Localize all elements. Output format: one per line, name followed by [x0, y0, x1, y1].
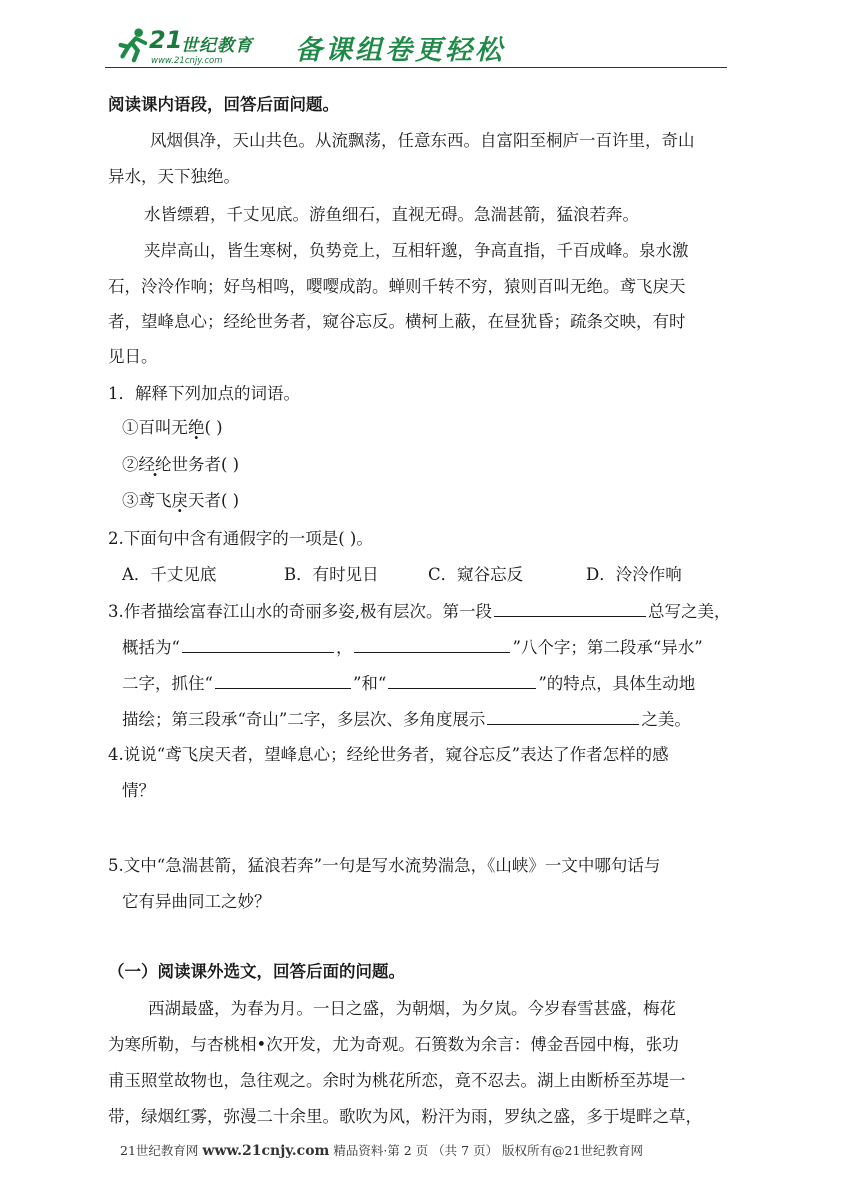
question-1a: ①百叫无绝( ) — [122, 418, 223, 437]
question-1: 1．解释下列加点的词语。 — [108, 384, 300, 403]
fill-blank[interactable] — [487, 708, 639, 725]
answer-paren[interactable]: ( ) — [221, 491, 240, 510]
question-3-line: 3.作者描绘富春江山水的奇丽多姿,极有层次。第一段 总写之美， — [108, 602, 731, 621]
footer-left: 21世纪教育网 — [120, 1143, 203, 1158]
question-3-line: 二字，抓住“ ”和“ ”的特点，具体生动地 — [122, 674, 696, 693]
q2-option-c[interactable]: C．窥谷忘反 — [428, 565, 524, 584]
logo-number: 21 — [149, 26, 183, 54]
fill-blank[interactable] — [494, 600, 646, 617]
question-5: 5.文中“急湍甚箭，猛浪若奔”一句是写水流势湍急，《山峡》一文中哪句话与 — [108, 856, 661, 875]
q2-option-a[interactable]: A．千丈见底 — [122, 565, 217, 584]
passage-line: 带，绿烟红雾，弥漫二十余里。歌吹为风，粉汗为雨，罗纨之盛，多于堤畔之草， — [108, 1107, 702, 1126]
fill-blank[interactable] — [354, 636, 510, 653]
header-slogan: 备课组卷更轻松 — [295, 35, 505, 66]
fill-blank[interactable] — [388, 672, 536, 689]
page-header — [105, 24, 727, 70]
runner-logo-icon — [113, 26, 151, 64]
question-2: 2.下面句中含有通假字的一项是( )。 — [108, 529, 373, 548]
logo-url: www.21cnjy.com — [151, 56, 223, 66]
question-3-line: 描绘；第三段承“奇山”二字，多层次、多角度展示 之美。 — [122, 710, 691, 729]
fill-blank[interactable] — [215, 672, 351, 689]
passage-line: 甫玉照堂故物也，急往观之。余时为桃花所恋，竟不忍去。湖上由断桥至苏堤一 — [108, 1071, 686, 1090]
passage-line: 见日。 — [108, 347, 158, 366]
question-1b: ②经纶世务者( ) — [122, 455, 240, 474]
footer-site-link[interactable]: www.21cnjy.com — [202, 1143, 330, 1159]
q2-option-b[interactable]: B．有时见日 — [284, 565, 379, 584]
fill-blank[interactable] — [182, 636, 334, 653]
question-5-cont: 它有异曲同工之妙？ — [122, 892, 271, 911]
passage-line: 石，泠泠作响；好鸟相鸣，嘤嘤成韵。蝉则千转不穷，猿则百叫无绝。鸢飞戾天 — [108, 277, 686, 296]
passage-line: 西湖最盛，为春为月。一日之盛，为朝烟，为夕岚。今岁春雪甚盛，梅花 — [148, 999, 676, 1018]
passage-line: 者，望峰息心；经纶世务者，窥谷忘反。横柯上蔽，在昼犹昏；疏条交映，有时 — [108, 312, 686, 331]
answer-paren[interactable]: ( ) — [221, 455, 240, 474]
page-footer — [120, 1141, 643, 1159]
q2-option-d[interactable]: D．泠泠作响 — [586, 565, 682, 584]
header-divider — [105, 67, 727, 68]
passage-line: 异水，天下独绝。 — [108, 167, 240, 186]
question-4: 4.说说“鸢飞戾天者，望峰息心；经纶世务者，窥谷忘反”表达了作者怎样的感 — [108, 745, 669, 764]
footer-right: 精品资料·第 2 页 （共 7 页） 版权所有@21世纪教育网 — [329, 1143, 643, 1158]
answer-paren[interactable]: ( ) — [204, 418, 223, 437]
question-3-line: 概括为“ ， ”八个字；第二段承“异水” — [122, 638, 703, 657]
passage-line: 为寒所勒，与杏桃相•次开发，尤为奇观。石篑数为余言：傅金吾园中梅，张功 — [108, 1035, 679, 1054]
passage-line: 夹岸高山，皆生寒树，负势竞上，互相轩邈，争高直指，千百成峰。泉水激 — [144, 241, 689, 260]
passage-line: 水皆缥碧，千丈见底。游鱼细石，直视无碍。急湍甚箭，猛浪若奔。 — [144, 205, 639, 224]
section1-heading: 阅读课内语段，回答后面问题。 — [108, 95, 339, 114]
section2-heading: （一）阅读课外选文，回答后面的问题。 — [108, 962, 405, 981]
question-4-cont: 情？ — [122, 781, 155, 800]
logo-name: 世纪教育 — [181, 36, 253, 56]
passage-line: 风烟俱净，天山共色。从流飘荡，任意东西。自富阳至桐庐一百许里，奇山 — [150, 131, 695, 150]
question-1c: ③鸢飞戾天者( ) — [122, 491, 240, 510]
